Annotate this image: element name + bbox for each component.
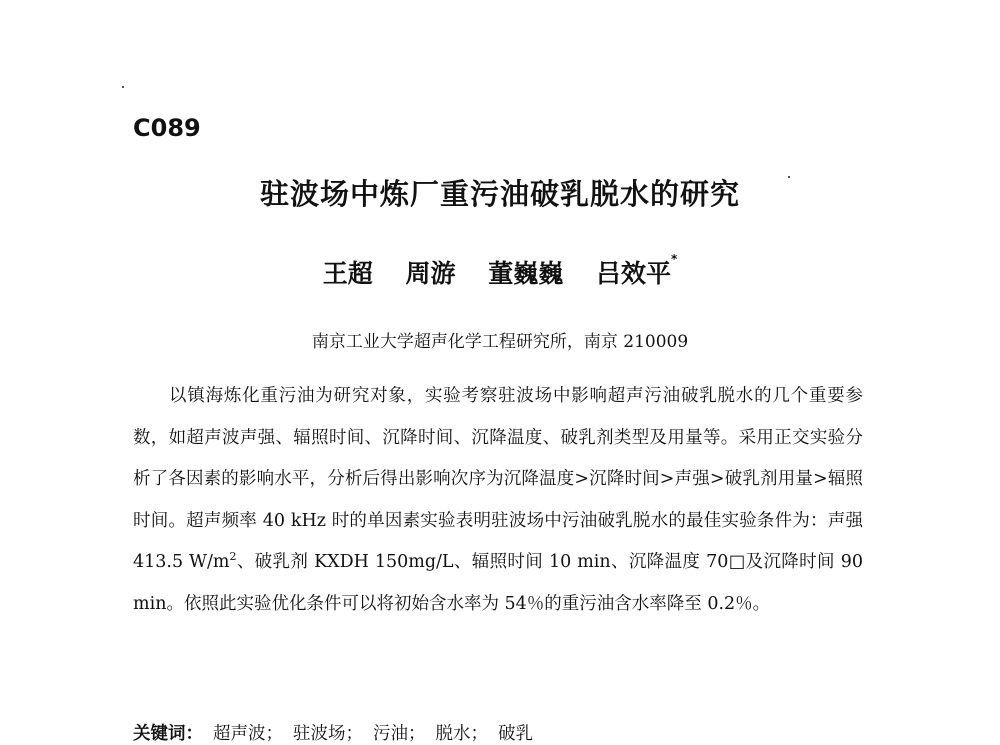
keywords-label: 关键词：	[133, 724, 203, 744]
keyword: 破乳	[498, 724, 533, 744]
superscript: 2	[229, 550, 237, 564]
author-name: 董巍巍	[488, 259, 564, 288]
author-name: 吕效平	[595, 259, 671, 288]
paper-title: 驻波场中炼厂重污油破乳脱水的研究	[259, 177, 740, 211]
abstract-text: 以镇海炼化重污油为研究对象，实验考察驻波场中影响超声污油破乳脱水的几个重要参数，如超声波声强、辐照时间、沉降时间、沉降温度、破乳剂类型及用量等。采用正交实验分析了各因素的影响水平，分析后得出影响次序为沉降温度>沉降时间>声强>破乳剂用量>辐照时间。超声频率 40 kHz 时的单因素实验表明驻波场中污油破乳脱水的最佳实验条件为：声强 413.5 W/m	[133, 386, 863, 572]
keywords	[133, 720, 533, 745]
keyword: 脱水；	[435, 724, 488, 744]
author-name: 王超	[322, 259, 373, 288]
corresponding-author-mark: *	[670, 252, 678, 266]
author	[405, 254, 455, 290]
author-name: 周游	[405, 259, 456, 288]
keyword: 超声波；	[213, 724, 283, 744]
scan-speck	[122, 86, 124, 88]
author	[488, 254, 563, 290]
affiliation: 南京工业大学超声化学工程研究所，南京 210009	[311, 332, 689, 352]
keyword: 驻波场；	[293, 724, 363, 744]
paper-code: C089	[133, 114, 201, 142]
author-list	[0, 254, 1000, 290]
author	[323, 254, 373, 290]
abstract-text: 、破乳剂 KXDH 150mg/L、辐照时间 10 min、沉降温度 70□及沉降时间 90 min。依照此实验优化条件可以将初始含水率为 54％的重污油含水率降至 0.2％。	[133, 552, 863, 614]
keyword: 污油；	[373, 724, 426, 744]
abstract	[133, 376, 863, 625]
author	[596, 254, 677, 290]
